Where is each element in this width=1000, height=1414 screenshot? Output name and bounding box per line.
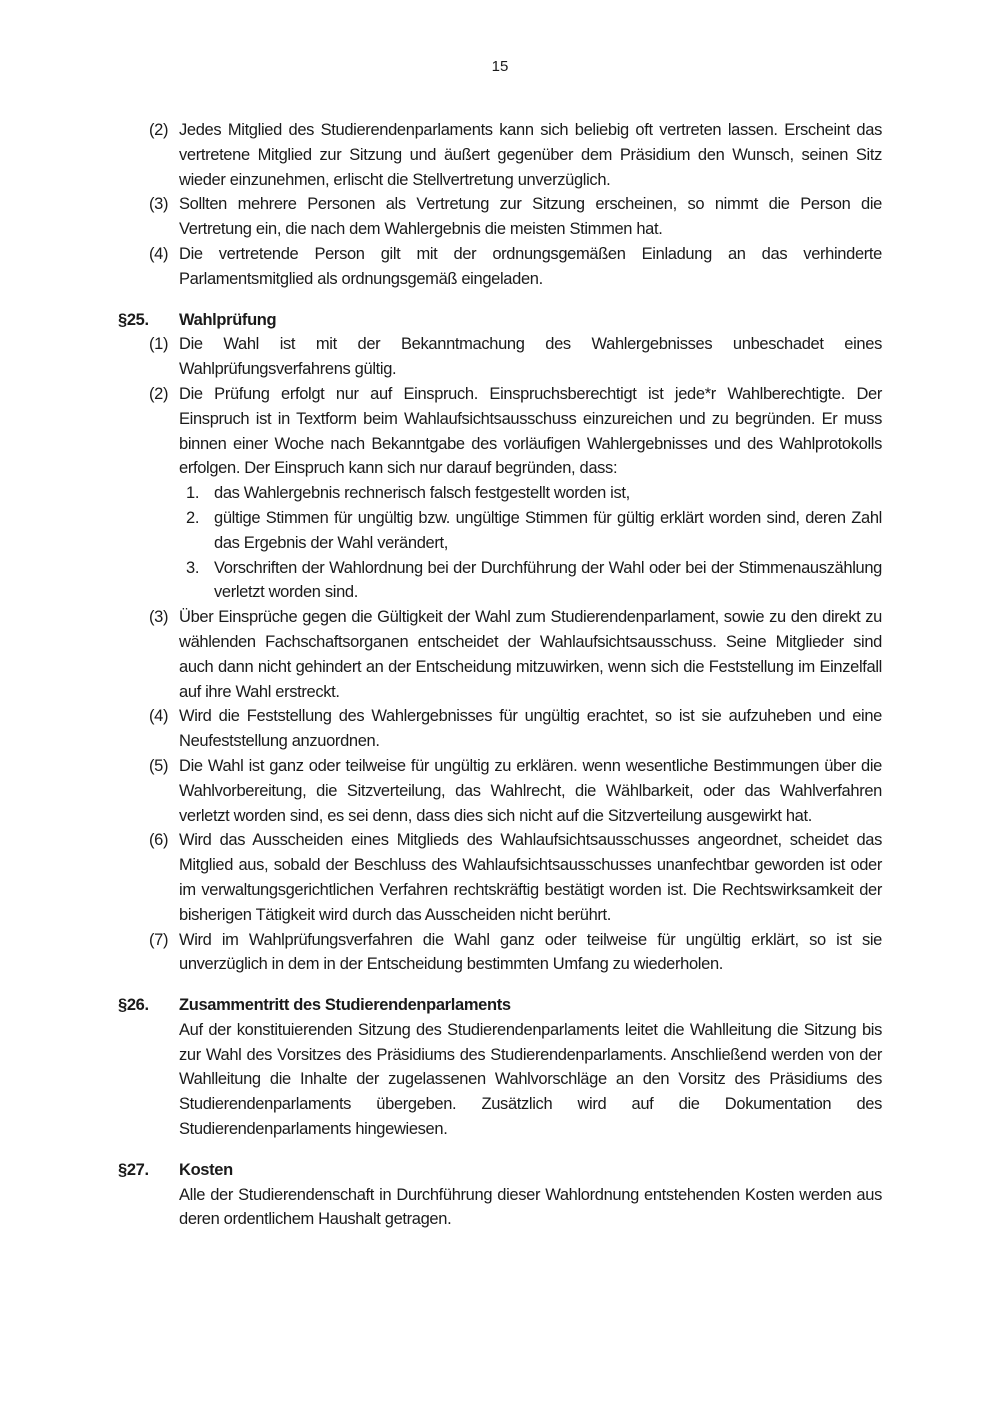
item-text: Wird das Ausscheiden eines Mitglieds des Wahlaufsichtsausschusses angeordnet, scheidet das Mitglied aus, sobald der Beschluss des Wahlaufsichtsausschusses unanfechtbar geworden ist oder im verwaltungsgerichtlichen Verfahren rechtskräftig bestätigt worden ist. Die Rechtswirksamkeit der bisherigen Tätigkeit wird durch das Ausscheiden nicht berührt. xyxy=(179,831,882,924)
section-number: §26. xyxy=(118,996,149,1015)
paragraph-item xyxy=(118,928,882,978)
item-number: (7) xyxy=(149,930,169,949)
paragraph-item xyxy=(118,605,882,704)
section-title: Kosten xyxy=(179,1160,233,1179)
item-number: (5) xyxy=(149,756,169,775)
item-number: (3) xyxy=(149,195,169,214)
section-text: Auf der konstituierenden Sitzung des Studierendenparlaments leitet die Wahlleitung die Sitzung bis zur Wahl des Vorsitzes des Präsidiums des Studierendenparlaments. Anschließend werden von der Wahlleitung die Inhalte der zugelassenen Wahlvorschläge an den Vorsitz des Präsidiums des Studierendenparlaments übergeben. Zusätzlich wird auf die Dokumentation des Studierendenparlaments hingewiesen. xyxy=(179,1020,882,1139)
sub-list-item xyxy=(179,481,882,506)
item-text: Sollten mehrere Personen als Vertretung zur Sitzung erscheinen, so nimmt die Person die Vertretung ein, die nach dem Wahlergebnis die meisten Stimmen hat. xyxy=(179,195,882,239)
section-text: Alle der Studierendenschaft in Durchführung dieser Wahlordnung entstehenden Kosten werden aus deren ordentlichem Haushalt getragen. xyxy=(179,1185,882,1229)
paragraph-item xyxy=(118,828,882,927)
paragraph-item xyxy=(118,332,882,382)
paragraph-item xyxy=(118,704,882,754)
section-title: Zusammentritt des Studierendenparlaments xyxy=(179,996,511,1015)
paragraph-item xyxy=(118,382,882,605)
sub-item-number: 1. xyxy=(186,484,200,503)
item-number: (3) xyxy=(149,608,169,627)
sub-item-text: gültige Stimmen für ungültig bzw. ungültige Stimmen für gültig erklärt worden sind, deren Zahl das Ergebnis der Wahl verändert, xyxy=(214,508,882,552)
sub-list-item xyxy=(179,556,882,606)
sub-item-text: Vorschriften der Wahlordnung bei der Durchführung der Wahl oder bei der Stimmenauszählung verletzt worden sind. xyxy=(214,558,882,602)
document-body xyxy=(118,118,882,1232)
section-number: §27. xyxy=(118,1160,149,1179)
item-text: Die Wahl ist mit der Bekanntmachung des Wahlergebnisses unbeschadet eines Wahlprüfungsverfahrens gültig. xyxy=(179,335,882,379)
item-text: Wird im Wahlprüfungsverfahren die Wahl ganz oder teilweise für ungültig erklärt, so ist sie unverzüglich in dem in der Entscheidung bestimmten Umfang zu wiederholen. xyxy=(179,930,882,974)
section-number: §25. xyxy=(118,310,149,329)
item-text: Jedes Mitglied des Studierendenparlaments kann sich beliebig oft vertreten lassen. Erscheint das vertretene Mitglied zur Sitzung und äußert gegenüber dem Präsidium den Wunsch, seinen Sitz wieder einzunehmen, erlischt die Stellvertretung unverzüglich. xyxy=(179,121,882,189)
item-text: Wird die Feststellung des Wahlergebnisses für ungültig erachtet, so ist sie aufzuheben und eine Neufeststellung anzuordnen. xyxy=(179,707,882,751)
sub-item-number: 3. xyxy=(186,558,200,577)
item-text: Die Prüfung erfolgt nur auf Einspruch. Einspruchsberechtigt ist jede*r Wahlberechtigte. Der Einspruch ist in Textform beim Wahlaufsichtsausschuss einzureichen und zu begründen. Er muss binnen einer Woche nach Bekanntgabe des vorläufigen Wahlergebnisses und des Wahlprotokolls erfolgen. Der Einspruch kann sich nur darauf begründen, dass: xyxy=(179,384,882,478)
item-number: (4) xyxy=(149,244,169,263)
item-number: (2) xyxy=(149,121,169,139)
item-text: Die vertretende Person gilt mit der ordnungsgemäßen Einladung an das verhinderte Parlamentsmitglied als ordnungsgemäß eingeladen. xyxy=(179,244,882,288)
paragraph-item xyxy=(118,242,882,292)
section-heading-25 xyxy=(118,308,882,333)
item-number: (4) xyxy=(149,707,169,726)
sub-item-number: 2. xyxy=(186,508,200,527)
item-number: (1) xyxy=(149,335,169,354)
section-heading-26 xyxy=(118,993,882,1018)
paragraph-item xyxy=(118,118,882,192)
item-text: Über Einsprüche gegen die Gültigkeit der Wahl zum Studierendenparlament, sowie zu den direkt zu wählenden Fachschaftsorganen entscheidet der Wahlaufsichtsausschuss. Seine Mitglieder sind auch dann nicht gehindert an der Entscheidung mitzuwirken, wenn sich die Feststellung im Einzelfall auf ihre Wahl erstreckt. xyxy=(179,608,882,701)
section-title: Wahlprüfung xyxy=(179,310,277,329)
sub-item-text: das Wahlergebnis rechnerisch falsch festgestellt worden ist, xyxy=(214,484,630,503)
paragraph-item xyxy=(118,192,882,242)
sub-list-item xyxy=(179,506,882,556)
page-number: 15 xyxy=(491,58,509,75)
paragraph-item xyxy=(118,754,882,828)
item-number: (2) xyxy=(149,384,169,403)
section-heading-27 xyxy=(118,1158,882,1183)
item-text: Die Wahl ist ganz oder teilweise für ungültig zu erklären. wenn wesentliche Bestimmungen über die Wahlvorbereitung, die Sitzverteilung, das Wahlrecht, die Wählbarkeit, oder das Wahlverfahren verletzt worden sind, es sei denn, dass dies sich nicht auf die Sitzverteilung ausgewirkt hat. xyxy=(179,756,882,825)
item-number: (6) xyxy=(149,831,169,850)
